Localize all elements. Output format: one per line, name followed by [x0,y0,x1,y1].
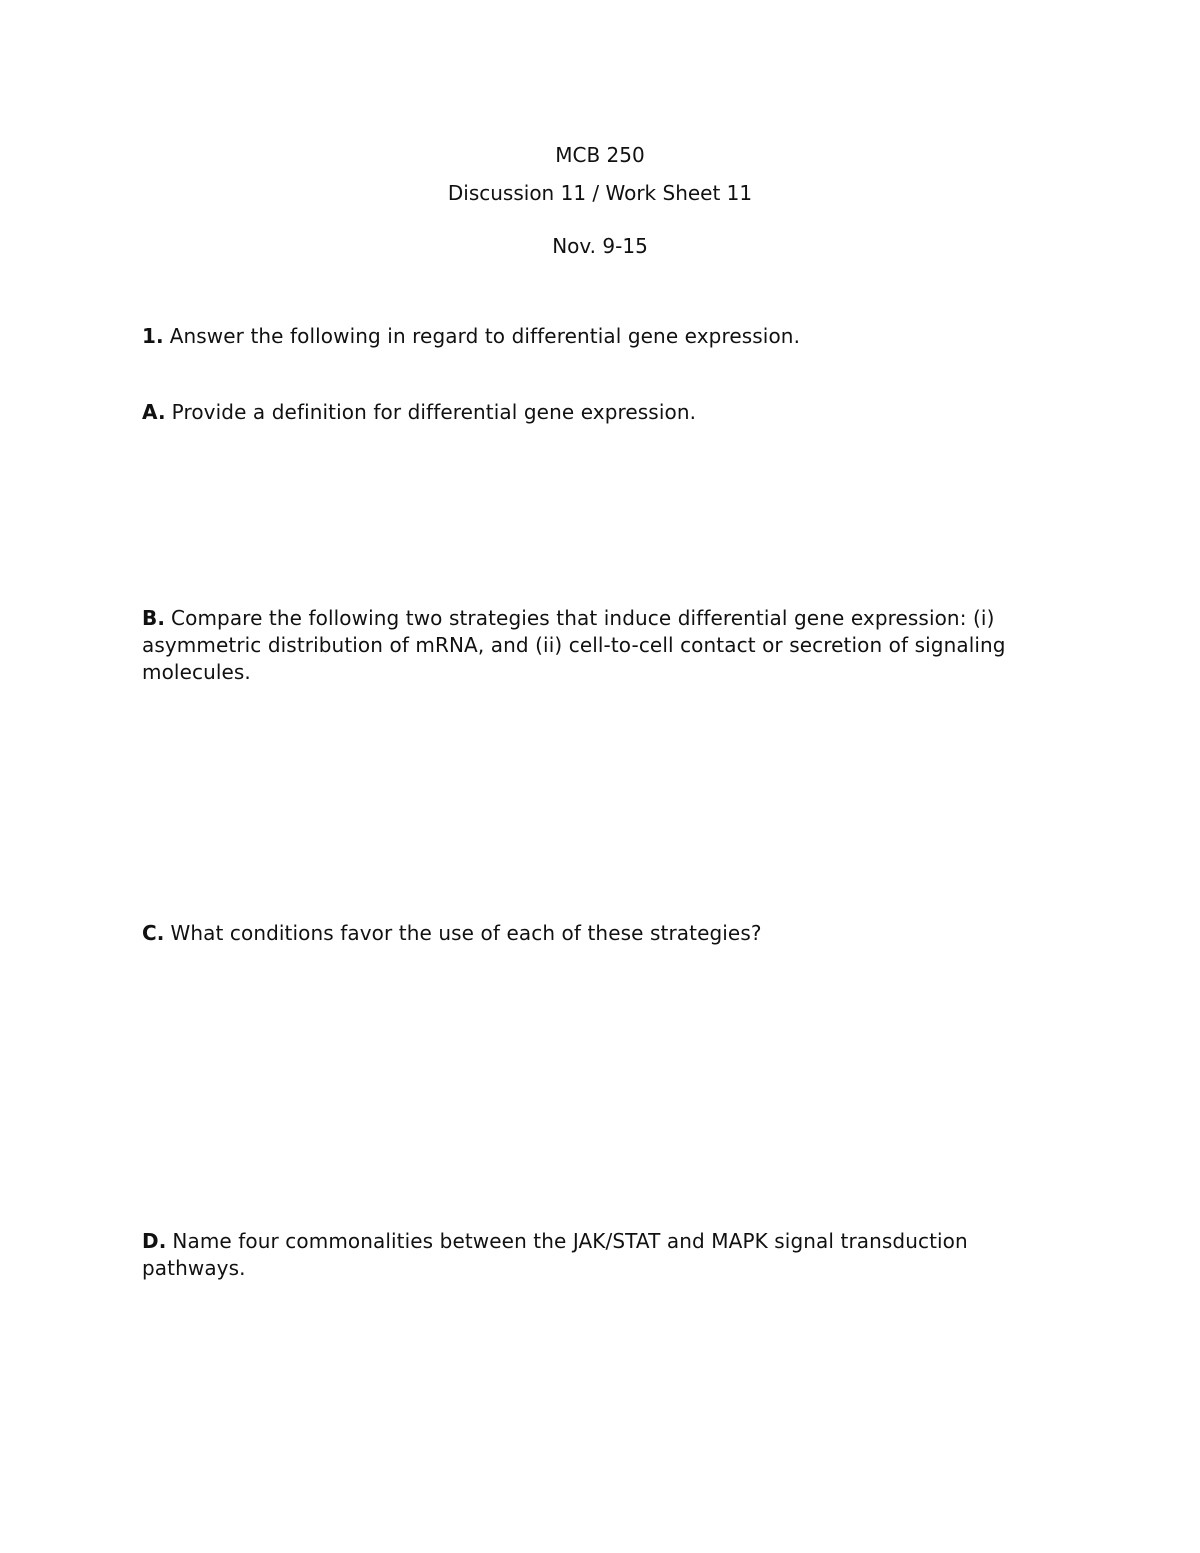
worksheet-subtitle: Discussion 11 / Work Sheet 11 [447,181,753,205]
question-b [142,605,1062,686]
question-label: A. [142,400,166,424]
question-text: Answer the following in regard to differential gene expression. [169,324,801,348]
question-text: Provide a definition for differential gene expression. [171,400,697,424]
course-title: MCB 250 [555,143,645,167]
question-label: 1. [142,324,164,348]
question-a [142,399,1062,426]
question-1 [142,323,1062,350]
question-text: Name four commonalities between the JAK/STAT and MAPK signal transduction pathways. [142,1229,968,1280]
question-d [142,1228,1062,1282]
question-label: B. [142,606,166,630]
question-text: Compare the following two strategies that induce differential gene expression: (i) asymmetric distribution of mRNA, and (ii) cell-to-cell contact or secretion of signaling molecules. [142,606,1006,684]
question-text: What conditions favor the use of each of these strategies? [170,921,762,945]
question-c [142,920,1062,947]
date-range: Nov. 9-15 [552,234,648,258]
question-label: C. [142,921,165,945]
question-label: D. [142,1229,167,1253]
